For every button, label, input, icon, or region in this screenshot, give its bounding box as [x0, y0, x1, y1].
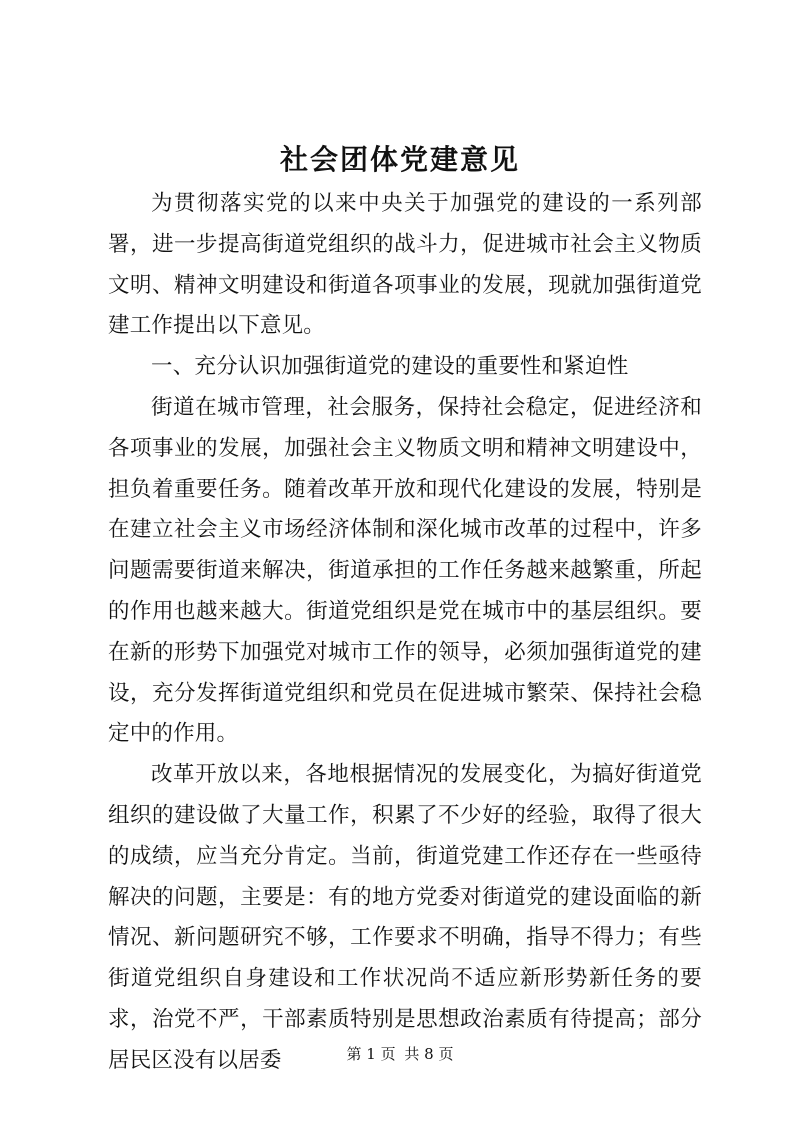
page-footer: [0, 1044, 800, 1064]
paragraph-body: 街道在城市管理，社会服务，保持社会稳定，促进经济和各项事业的发展，加强社会主义物质文明和精神文明建设中，担负着重要任务。随着改革开放和现代化建设的发展，特别是在建立社会主义市场经济体制和深化城市改革的过程中，许多问题需要街道来解决，街道承担的工作任务越来越繁重，所起的作用也越来越大。街道党组织是党在城市中的基层组织。要在新的形势下加强党对城市工作的领导，必须加强街道党的建设，充分发挥街道党组织和党员在促进城市繁荣、保持社会稳定中的作用。: [108, 394, 702, 747]
document-title: 社会团体党建意见: [279, 143, 520, 176]
page-number: 第 1 页: [346, 1045, 396, 1063]
section-heading: 一、充分认识加强街道党的建设的重要性和紧迫性: [151, 354, 629, 380]
paragraph-body: 改革开放以来，各地根据情况的发展变化，为搞好街道党组织的建设做了大量工作，积累了不少好的经验，取得了很大的成绩，应当充分肯定。当前，街道党建工作还存在一些亟待解决的问题，主要是：有的地方党委对街道党的建设面临的新情况、新问题研究不够，工作要求不明确，指导不得力；有些街道党组织自身建设和工作状况尚不适应新形势新任务的要求，治党不严，干部素质特别是思想政治素质有待提高；部分居民区没有以居委: [108, 762, 702, 1073]
document-body: [108, 184, 702, 1082]
page-total: 共 8 页: [404, 1045, 454, 1063]
paragraph-intro: 为贯彻落实党的以来中央关于加强党的建设的一系列部署，进一步提高街道党组织的战斗力，促进城市社会主义物质文明、精神文明建设和街道各项事业的发展，现就加强街道党建工作提出以下意见。: [108, 191, 702, 339]
